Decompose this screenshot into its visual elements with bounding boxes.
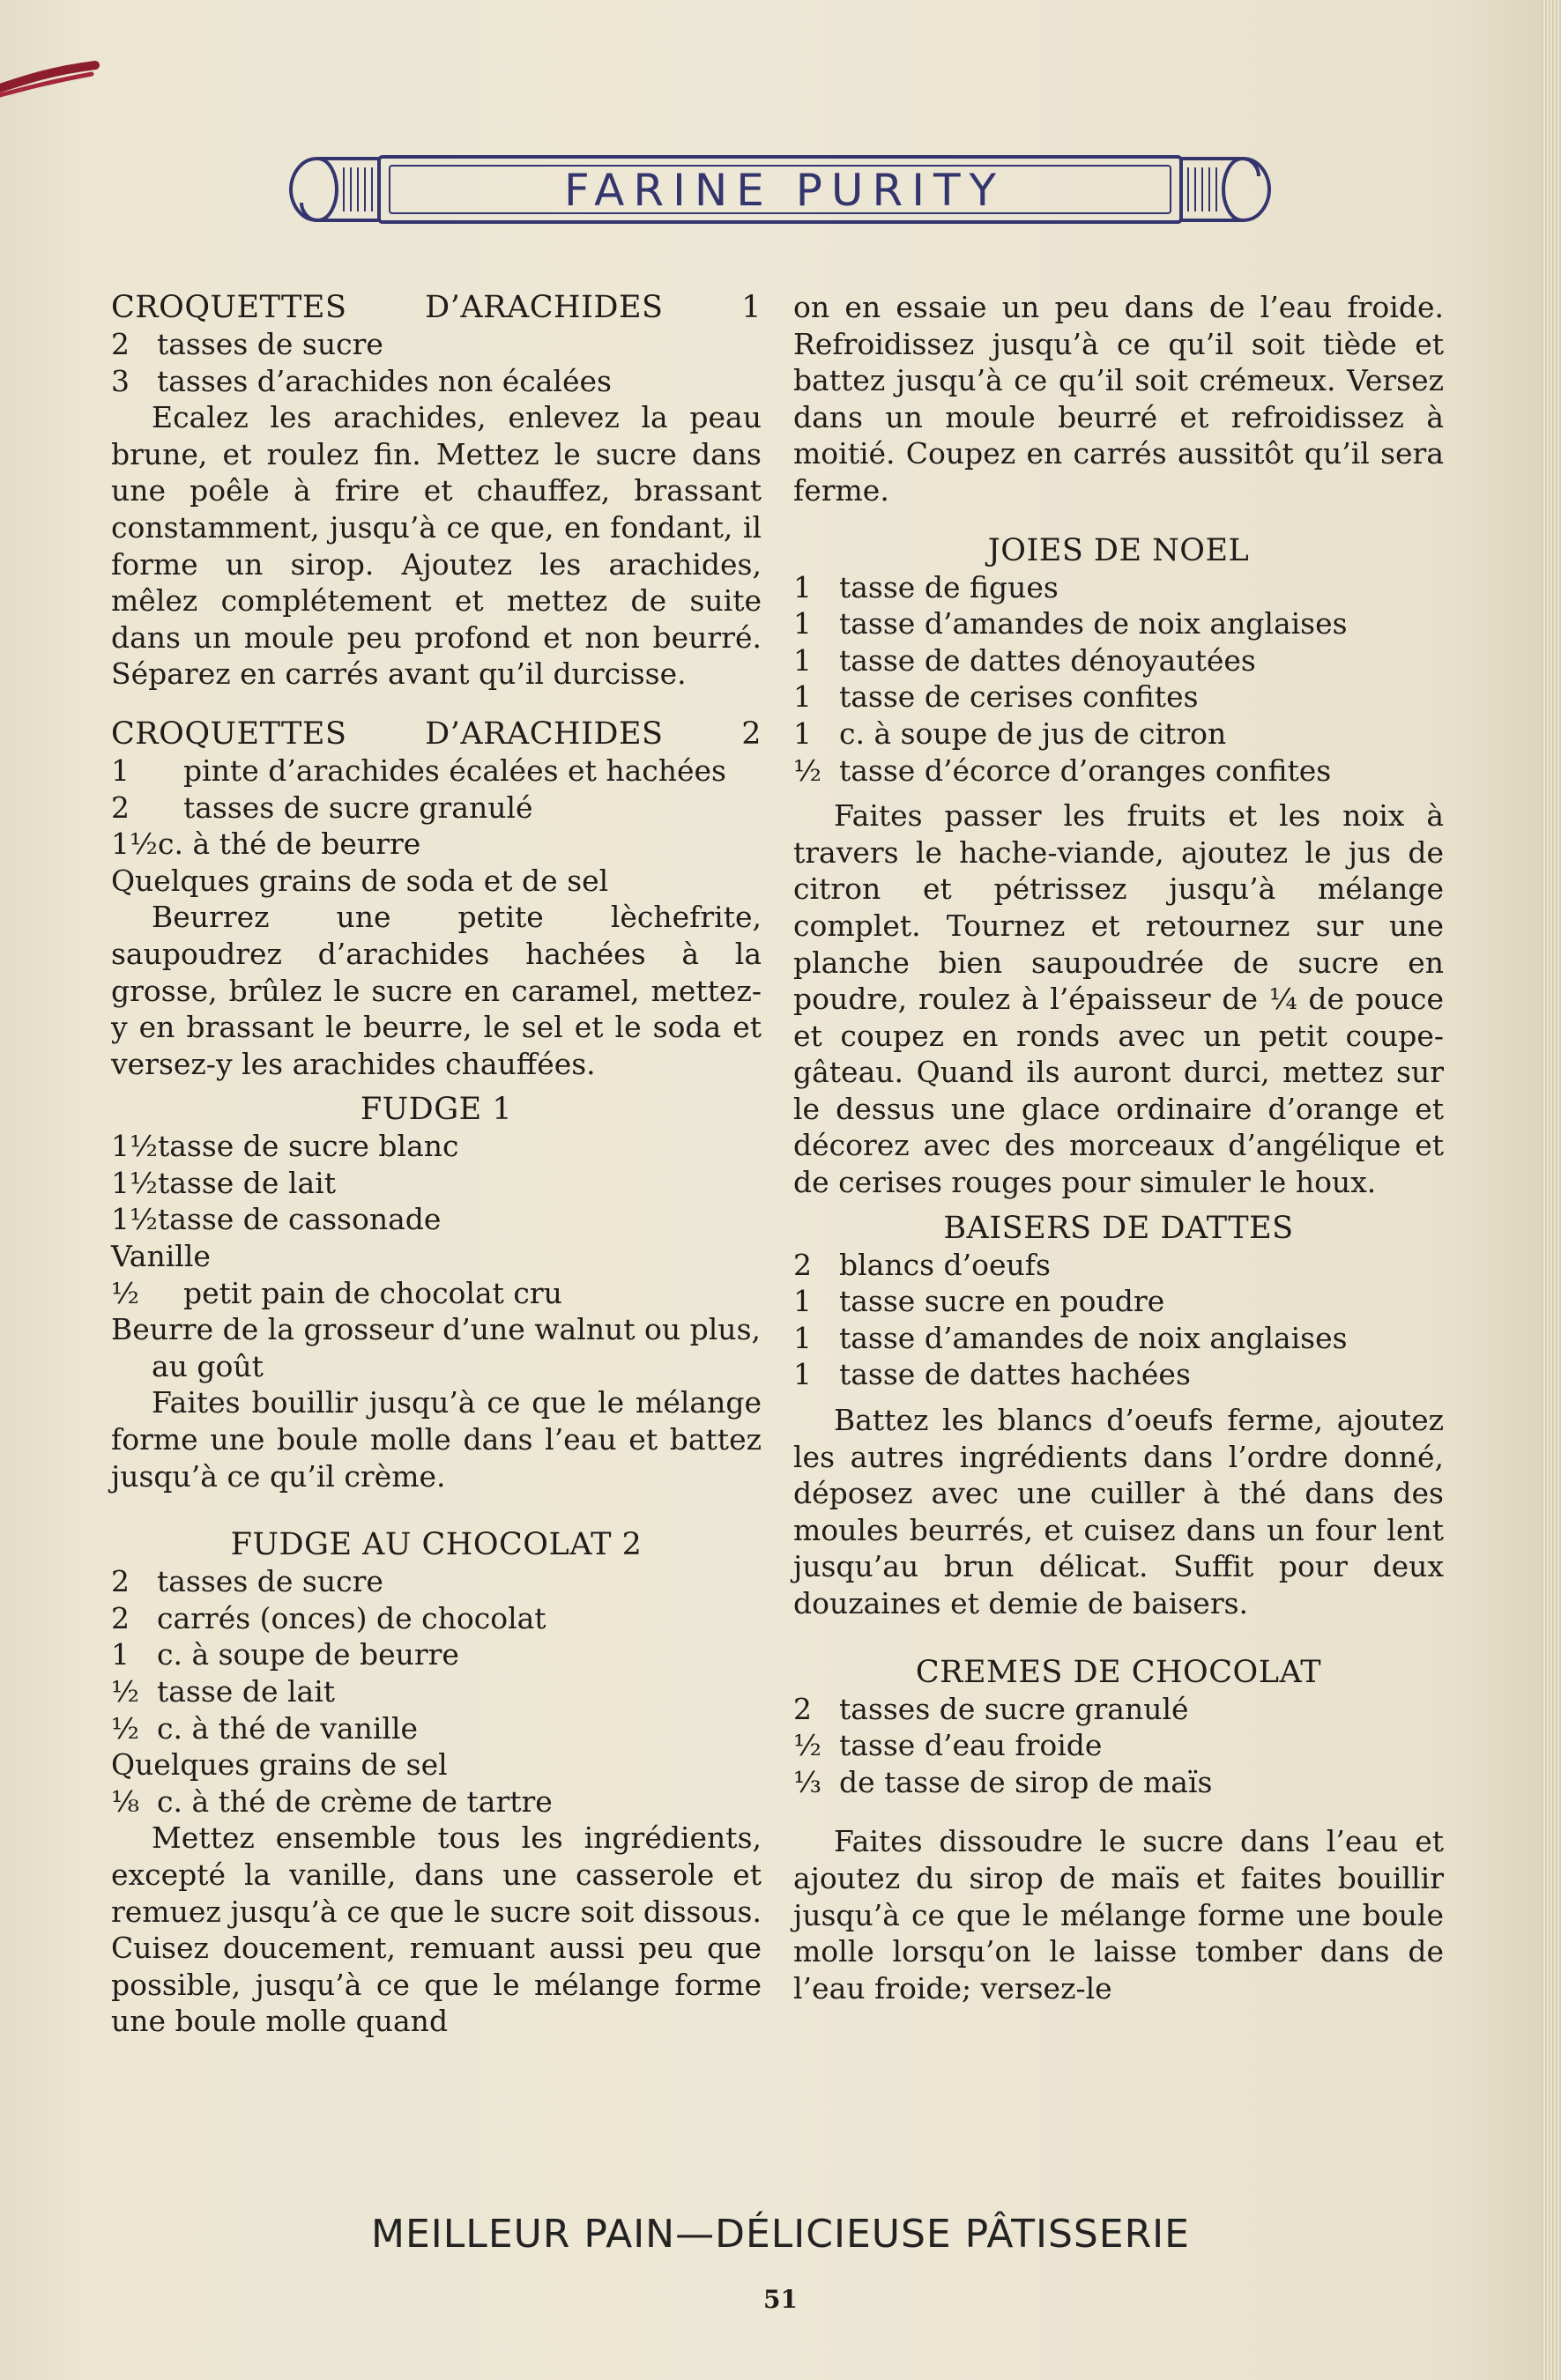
ingredient-item: 1 c. à soupe de jus de citron <box>793 715 1227 751</box>
recipe-title: BAISERS DE DATTES <box>943 1210 1294 1246</box>
ingredient-item: ½ tasse d’écorce d’oranges confites <box>793 753 1332 788</box>
recipe-title: CREMES DE CHOCOLAT <box>915 1654 1322 1690</box>
ingredient-item: Quelques grains de soda et de sel <box>111 863 609 898</box>
recipe-method: Faites dissoudre le sucre dans l’eau et ajoutez du sirop de maïs et faites bouillir jusqu’à ce que le mélange forme une boule molle lorsqu’on le laisse tomber dans de l’eau froide; versez-le <box>793 1824 1444 2006</box>
ingredient-item: ½ petit pain de chocolat cru <box>111 1275 562 1310</box>
recipe-title: FUDGE 1 <box>360 1092 513 1128</box>
ingredient-item: 3 tasses d’arachides non écalées <box>111 363 612 398</box>
recipe-title: JOIES DE NOEL <box>987 532 1250 568</box>
ingredient-item: ⅛ c. à thé de crème de tartre <box>111 1783 553 1819</box>
recipe-method: Mettez ensemble tous les ingrédients, excepté la vanille, dans une casserole et remuez jusqu’à ce que le sucre soit dissous. Cuisez doucement, remuant aussi peu que possible, jusqu’à ce que le mélange forme une boule molle quand <box>111 1820 762 2039</box>
ingredient-item: 1 pinte d’arachides écalées et hachées <box>111 753 726 788</box>
ingredient-item: 1 tasse de figues <box>793 569 1059 604</box>
recipe-fudge-chocolat <box>111 1526 762 2040</box>
ingredient-item: ½ tasse de lait <box>111 1674 336 1709</box>
ingredient-list <box>111 1128 762 1384</box>
ingredient-item: Vanille <box>111 1239 211 1274</box>
recipe-method-continuation: on en essaie un peu dans de l’eau froide. Refroidissez jusqu’à ce qu’il soit tiède et battez jusqu’à ce qu’il soit crémeux. Versez dans un moule beurré et refroidissez à moitié. Coupez en carrés aussitôt qu’il sera ferme. <box>793 290 1444 508</box>
ingredient-item: ½ c. à thé de vanille <box>111 1710 419 1746</box>
ingredient-item: 1 tasse de dattes hachées <box>793 1357 1191 1392</box>
ingredient-item: 1 tasse sucre en poudre <box>793 1284 1165 1319</box>
ingredient-list <box>111 1563 762 1820</box>
ingredient-item: 1½ tasse de cassonade <box>111 1202 442 1237</box>
recipe-joies-de-noel <box>793 532 1444 1201</box>
left-column <box>111 289 762 2040</box>
ingredient-list <box>111 326 762 399</box>
recipe-title: FUDGE AU CHOCOLAT 2 <box>230 1527 643 1563</box>
recipe-method: Faites passer les fruits et les noix à travers le hache-viande, ajoutez le jus de citron et pétrissez jusqu’à mélange complet. Tournez et retournez sur une planche bien saupoudrée de sucre en poudre, roulez à l’épaisseur de ¼ de pouce et coupez en ronds avec un petit coupe-gâteau. Quand ils auront durci, mettez sur le dessus une glace ordinaire d’orange et décorez avec des morceaux d’angélique et de cerises rouges pour simuler le houx. <box>793 798 1444 1200</box>
recipe-croquettes-1 <box>111 289 762 693</box>
ingredient-list <box>111 753 762 899</box>
ingredient-item: Quelques grains de sel <box>111 1747 448 1783</box>
recipe-croquettes-2 <box>111 715 762 1082</box>
ingredient-item: 2 tasses de sucre granulé <box>793 1691 1189 1726</box>
ingredient-item: 1½ tasse de lait <box>111 1165 336 1200</box>
ingredient-item: 1 tasse de cerises confites <box>793 679 1199 715</box>
recipe-method: Ecalez les arachides, enlevez la peau brune, et roulez fin. Mettez le sucre dans une poêle à frire et chauffez, brassant constamment, jusqu’à ce que, en fondant, il forme un sirop. Ajoutez les arachides, mêlez complétement et mettez de suite dans un moule peu profond et non beurré. Séparez en carrés avant qu’il durcisse. <box>111 400 762 692</box>
ingredient-item: 1 tasse d’amandes de noix anglaises <box>793 1320 1348 1355</box>
recipe-method: Faites bouillir jusqu’à ce que le mélange forme une boule molle dans l’eau et battez jusqu’à ce qu’il crème. <box>111 1385 762 1494</box>
recipe-title: CROQUETTES D’ARACHIDES 2 <box>111 715 762 752</box>
ingredient-item: 1 c. à soupe de beurre <box>111 1637 459 1672</box>
recipe-fudge-1 <box>111 1091 762 1494</box>
ingredient-item: 2 tasses de sucre granulé <box>111 790 533 825</box>
right-column <box>793 289 1444 2006</box>
ingredient-item: Beurre de la grosseur d’une walnut ou plus, au goût <box>111 1312 761 1383</box>
recipe-cremes-de-chocolat <box>793 1654 1444 2007</box>
ingredient-item: 2 carrés (onces) de chocolat <box>111 1600 546 1635</box>
header-title: FARINE PURITY <box>563 165 1006 216</box>
page-edge <box>1542 0 1561 2380</box>
footer-slogan: MEILLEUR PAIN—DÉLICIEUSE PÂTISSERIE <box>371 2212 1190 2257</box>
ingredient-list <box>793 569 1444 790</box>
ingredient-item: ½ tasse d’eau froide <box>793 1728 1103 1763</box>
recipe-method: Beurrez une petite lèchefrite, saupoudrez d’arachides hachées à la grosse, brûlez le sucre en caramel, mettez-y en brassant le beurre, le sel et le soda et versez-y les arachides chauffées. <box>111 900 762 1081</box>
ingredient-item: 2 tasses de sucre <box>111 1564 383 1599</box>
ingredient-item: 2 tasses de sucre <box>111 327 383 361</box>
ingredient-item: 1½ c. à thé de beurre <box>111 827 421 862</box>
page-number: 51 <box>763 2285 798 2314</box>
recipe-baisers-de-dattes <box>793 1210 1444 1622</box>
recipe-title: CROQUETTES D’ARACHIDES 1 <box>111 290 762 325</box>
ingredient-item: 1 tasse de dattes dénoyautées <box>793 642 1256 678</box>
ingredient-item: 1 tasse d’amandes de noix anglaises <box>793 606 1348 641</box>
ingredient-list <box>793 1247 1444 1393</box>
binding-thread <box>0 53 106 123</box>
ingredient-item: 2 blancs d’oeufs <box>793 1247 1051 1282</box>
recipe-method: Battez les blancs d’oeufs ferme, ajoutez les autres ingrédients dans l’ordre donné, déposez avec une cuiller à thé dans des moules beurrés, et cuisez dans un four lent jusqu’au brun délicat. Suffit pour deux douzaines et demie de baisers. <box>793 1403 1444 1620</box>
ingredient-list <box>793 1691 1444 1801</box>
ingredient-item: ⅓ de tasse de sirop de maïs <box>793 1764 1213 1799</box>
ingredient-item: 1½ tasse de sucre blanc <box>111 1129 459 1164</box>
